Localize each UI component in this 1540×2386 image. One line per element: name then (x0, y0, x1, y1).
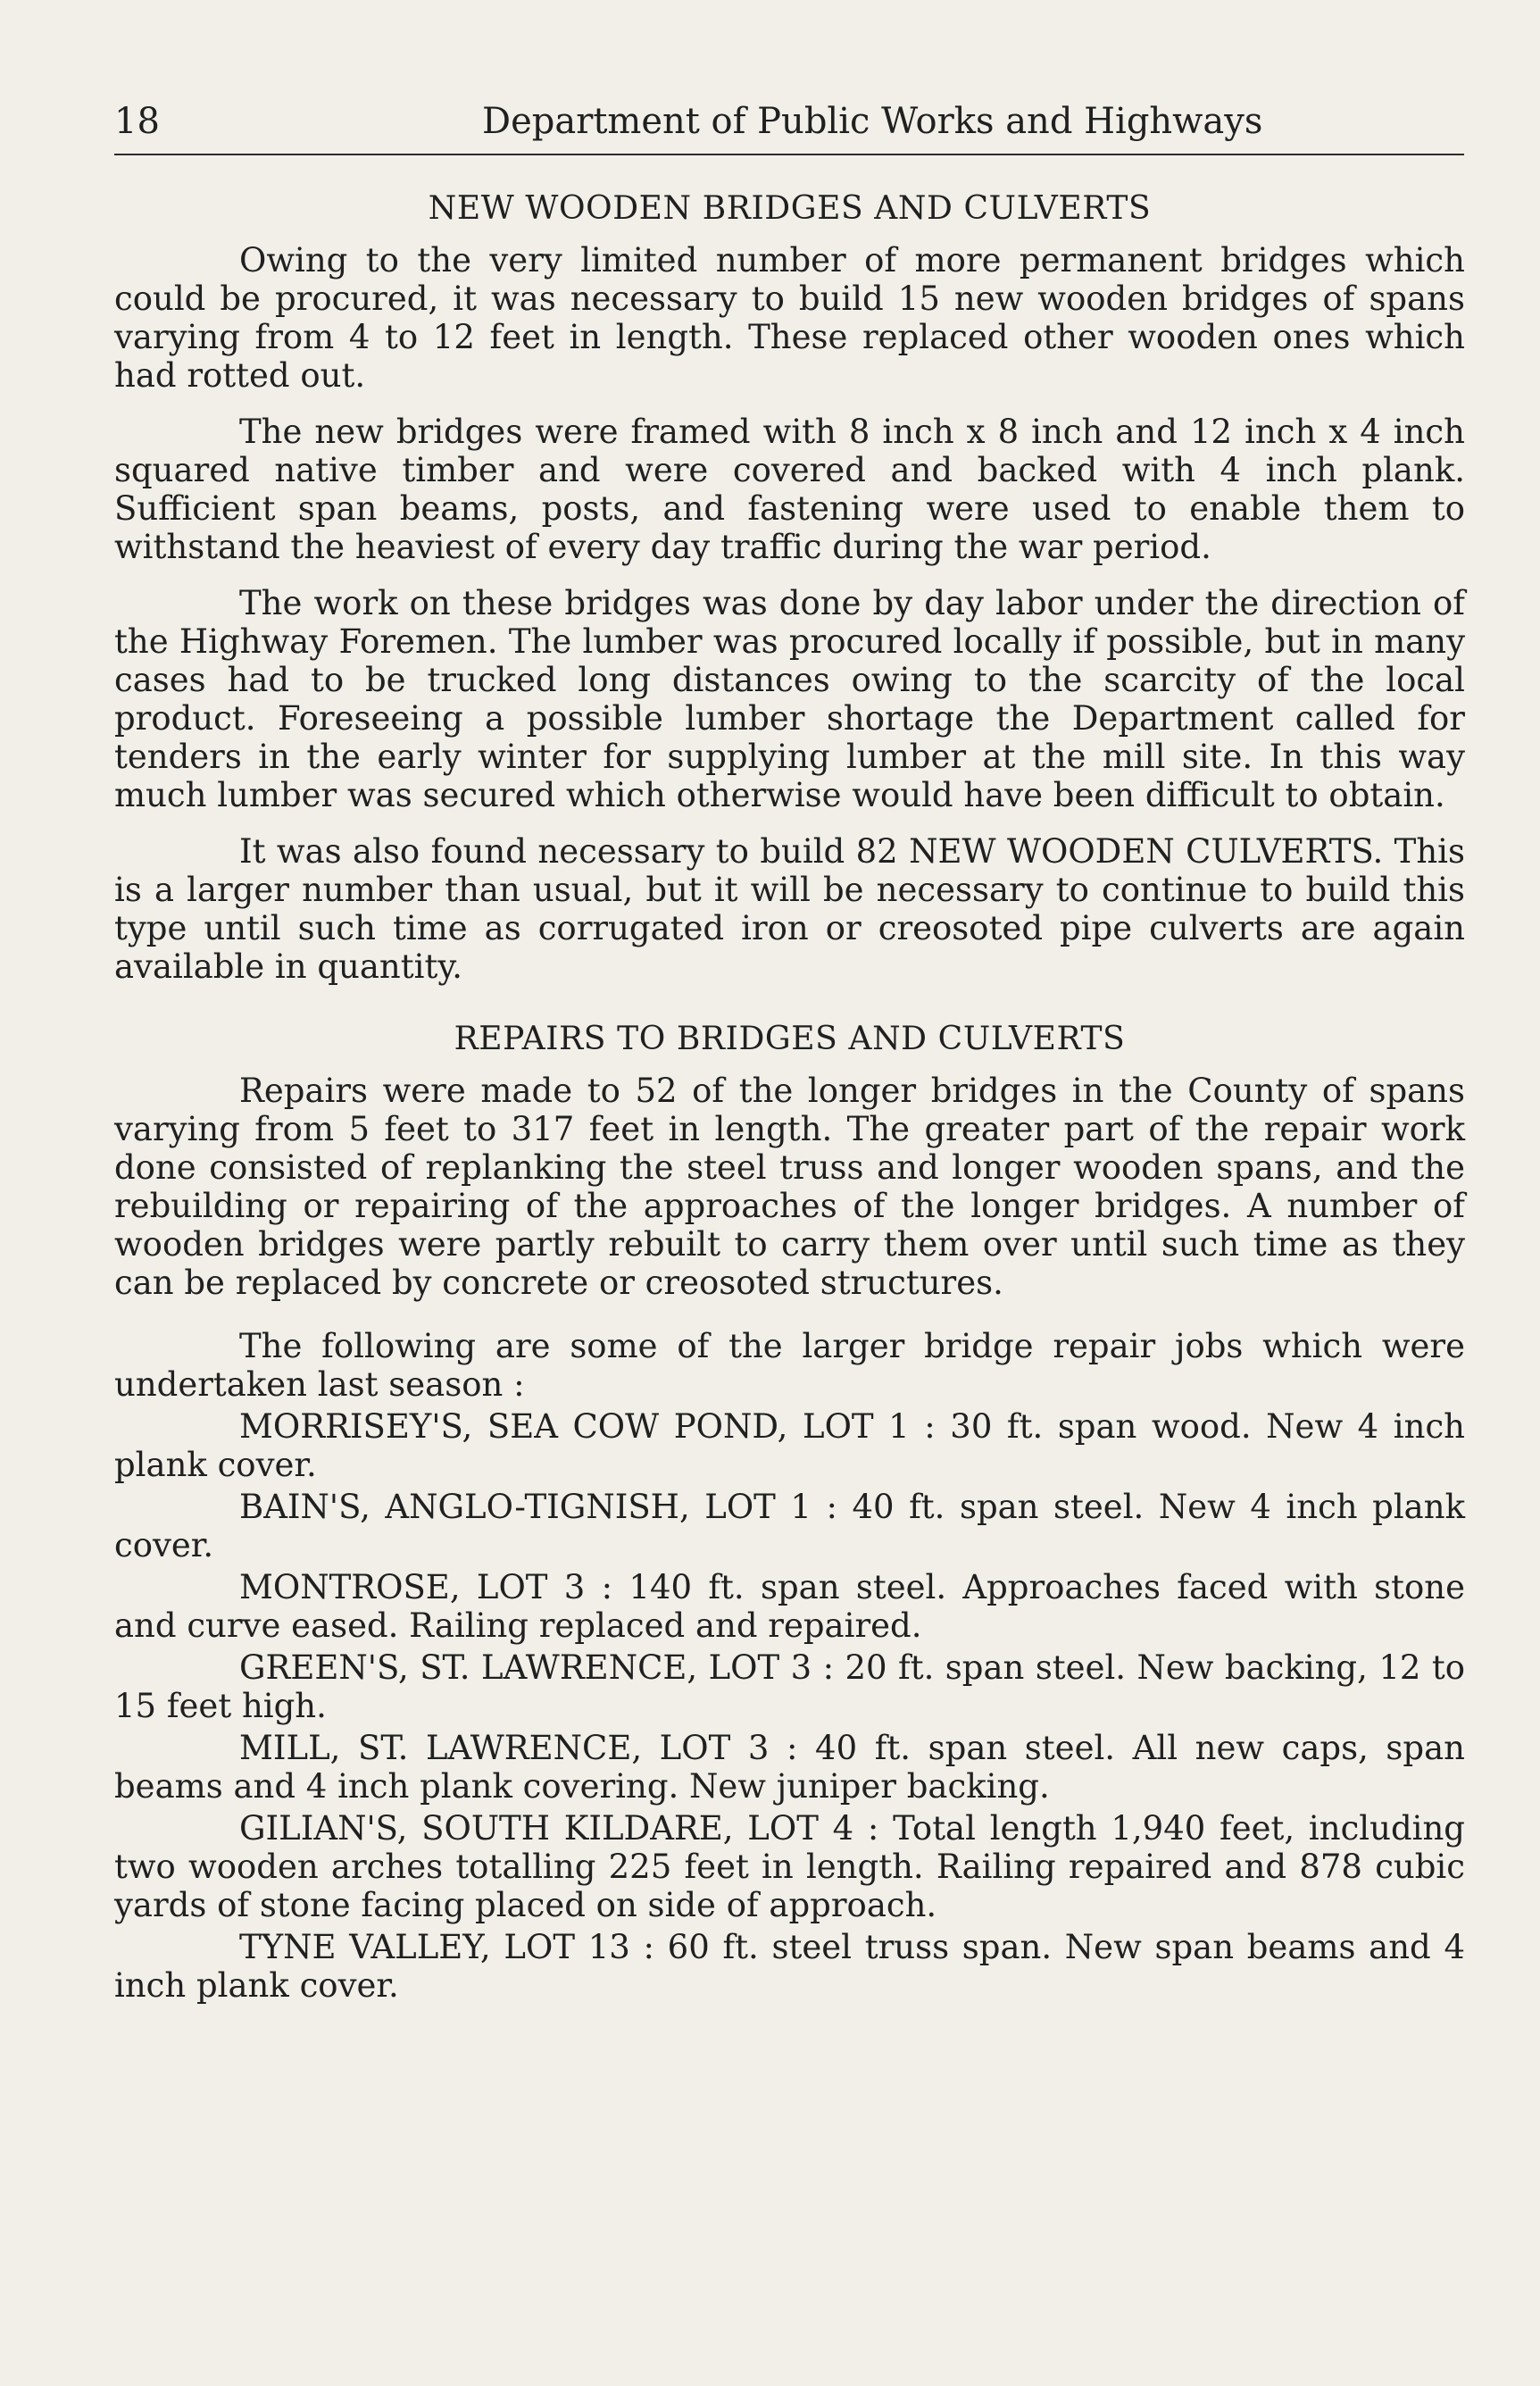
section-heading: NEW WOODEN BRIDGES AND CULVERTS (428, 190, 1152, 227)
section-repairs (114, 1018, 1465, 2005)
page-number: 18 (114, 101, 160, 142)
paragraph: Owing to the very limited number of more permanent bridges which could be procured, it was necessary to build 15 new wooden bridges of spans varying from 4 to 12 feet in length. These replaced other wooden ones which had rotted out. (114, 241, 1465, 395)
paragraph: The new bridges were framed with 8 inch x 8 inch and 12 inch x 4 inch squared native timber and were covered and backed with 4 inch plank. Sufficient span beams, posts, and fastening were used to enable them to withstand the heaviest of every day traffic during the war period. (114, 413, 1465, 566)
paragraph: The following are some of the larger bridge repair jobs which were undertaken last season : (114, 1327, 1465, 1404)
paragraph: Repairs were made to 52 of the longer bridges in the County of spans varying from 5 feet to 317 feet in length. The greater part of the repair work done consisted of replanking the steel truss and longer wooden spans, and the rebuilding or repairing of the approaches of the longer bridges. A number of wooden bridges were partly rebuilt to carry them over until such time as they can be replaced by concrete or creosoted structures. (114, 1072, 1465, 1302)
paragraph: It was also found necessary to build 82 NEW WOODEN CULVERTS. This is a larger number than usual, but it will be necessary to continue to build this type until such time as corrugated iron or creosoted pipe culverts are again available in quantity. (114, 832, 1465, 986)
section-new-wooden-bridges (114, 188, 1465, 986)
page-header (114, 98, 1464, 155)
running-title: Department of Public Works and Highways (482, 101, 1263, 142)
repair-job-item: MILL, ST. LAWRENCE, LOT 3 : 40 ft. span steel. All new caps, span beams and 4 inch plank covering. New juniper backing. (114, 1729, 1465, 1806)
repair-job-item: GREEN'S, ST. LAWRENCE, LOT 3 : 20 ft. span steel. New backing, 12 to 15 feet high. (114, 1648, 1465, 1725)
repair-job-item: GILIAN'S, SOUTH KILDARE, LOT 4 : Total length 1,940 feet, including two wooden arches totalling 225 feet in length. Railing repaired and 878 cubic yards of stone facing placed on side of approach. (114, 1809, 1465, 1924)
repair-job-item: BAIN'S, ANGLO-TIGNISH, LOT 1 : 40 ft. span steel. New 4 inch plank cover. (114, 1488, 1465, 1564)
section-heading: REPAIRS TO BRIDGES AND CULVERTS (454, 1021, 1126, 1057)
repair-job-item: MONTROSE, LOT 3 : 140 ft. span steel. Approaches faced with stone and curve eased. Railing replaced and repaired. (114, 1568, 1465, 1645)
paragraph: The work on these bridges was done by day labor under the direction of the Highway Foremen. The lumber was procured locally if possible, but in many cases had to be trucked long distances owing to the scarcity of the local product. Foreseeing a possible lumber shortage the Department called for tenders in the early winter for supplying lumber at the mill site. In this way much lumber was secured which otherwise would have been difficult to obtain. (114, 584, 1465, 814)
repair-job-item: TYNE VALLEY, LOT 13 : 60 ft. steel truss span. New span beams and 4 inch plank cover. (114, 1928, 1465, 2005)
repair-job-item: MORRISEY'S, SEA COW POND, LOT 1 : 30 ft. span wood. New 4 inch plank cover. (114, 1407, 1465, 1484)
